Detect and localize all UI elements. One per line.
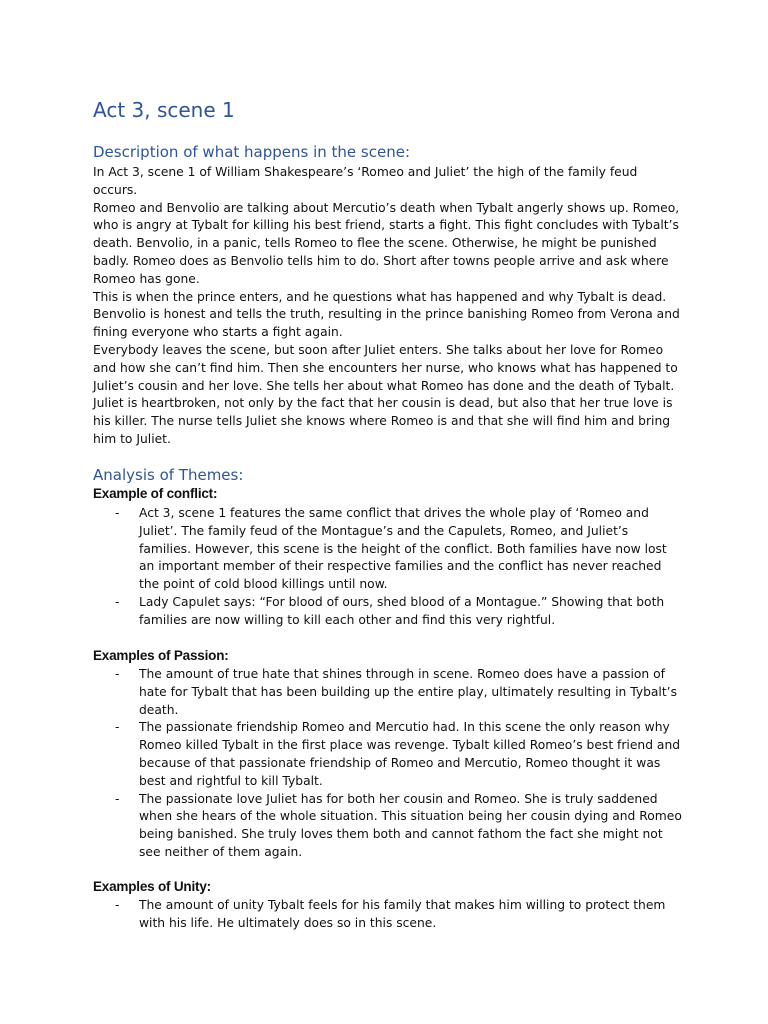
description-heading: Description of what happens in the scene: bbox=[93, 143, 411, 161]
description-paragraph: In Act 3, scene 1 of William Shakespeare’s ‘Romeo and Juliet’ the high of the family feud occurs. bbox=[93, 165, 638, 197]
list-item-text: The passionate love Juliet has for both her cousin and Romeo. She is truly saddened when she hears of the whole situation. This situation being her cousin dying and Romeo being banished. She truly loves them both and cannot fathom the fact she might not see neither of them again. bbox=[139, 791, 682, 859]
bullet-dash: - bbox=[115, 667, 120, 681]
list-item-text: The amount of true hate that shines through in scene. Romeo does have a passion of hate for Tybalt that has been building up the entire play, ultimately resulting in Tybalt’s death. bbox=[139, 667, 677, 717]
description-body bbox=[93, 164, 683, 449]
list-item bbox=[93, 666, 683, 719]
list-item bbox=[93, 791, 683, 862]
unity-list bbox=[93, 897, 683, 933]
passion-heading: Examples of Passion: bbox=[93, 648, 229, 663]
bullet-dash: - bbox=[115, 506, 120, 520]
conflict-heading: Example of conflict: bbox=[93, 486, 218, 501]
list-item-text: Lady Capulet says: “For blood of ours, shed blood of a Montague.” Showing that both families are now willing to kill each other and find this very rightful. bbox=[139, 594, 665, 627]
description-paragraph: Everybody leaves the scene, but soon after Juliet enters. She talks about her love for Romeo and how she can’t find him. Then she encounters her nurse, who knows what has happened to Juliet’s cousin and her love. She tells her about what Romeo has done and the death of Tybalt. Juliet is heartbroken, not only by the fact that her cousin is dead, but also that her true love is his killer. The nurse tells Juliet she knows where Romeo is and that she will find him and bring him to Juliet. bbox=[93, 342, 678, 446]
bullet-dash: - bbox=[115, 791, 120, 806]
list-item bbox=[93, 505, 683, 594]
page-title: Act 3, scene 1 bbox=[93, 98, 235, 122]
description-paragraph: Romeo and Benvolio are talking about Mercutio’s death when Tybalt angerly shows up. Romeo, who is angry at Tybalt for killing his best friend, starts a fight. This fight concludes with Tybalt’s death. Benvolio, in a panic, tells Romeo to flee the scene. Otherwise, he might be punished badly. Romeo does as Benvolio tells him to do. Short after towns people arrive and ask where Romeo has gone. bbox=[93, 200, 680, 286]
bullet-dash: - bbox=[115, 898, 120, 912]
list-item-text: The passionate friendship Romeo and Mercutio had. In this scene the only reason why Romeo killed Tybalt in the first place was revenge. Tybalt killed Romeo’s best friend and because of that passionate friendship of Romeo and Mercutio, Romeo thought it was best and rightful to kill Tybalt. bbox=[139, 720, 681, 788]
bullet-dash: - bbox=[115, 720, 120, 735]
description-paragraph: This is when the prince enters, and he questions what has happened and why Tybalt is dead. Benvolio is honest and tells the truth, resulting in the prince banishing Romeo from Verona and fining everyone who starts a fight again. bbox=[93, 289, 680, 340]
bullet-dash: - bbox=[115, 594, 120, 609]
list-item bbox=[93, 897, 683, 933]
unity-heading: Examples of Unity: bbox=[93, 879, 211, 894]
list-item bbox=[93, 594, 683, 630]
conflict-list bbox=[93, 505, 683, 630]
passion-list bbox=[93, 666, 683, 862]
list-item-text: Act 3, scene 1 features the same conflict that drives the whole play of ‘Romeo and Juliet’. The family feud of the Montague’s and the Capulets, Romeo, and Juliet’s families. However, this scene is the height of the conflict. Both families have now lost an important member of their respective families and the conflict has never reached the point of cold blood killings until now. bbox=[139, 506, 667, 592]
list-item-text: The amount of unity Tybalt feels for his family that makes him willing to protect them with his life. He ultimately does so in this scene. bbox=[139, 898, 666, 930]
list-item bbox=[93, 719, 683, 790]
themes-heading: Analysis of Themes: bbox=[93, 466, 244, 484]
